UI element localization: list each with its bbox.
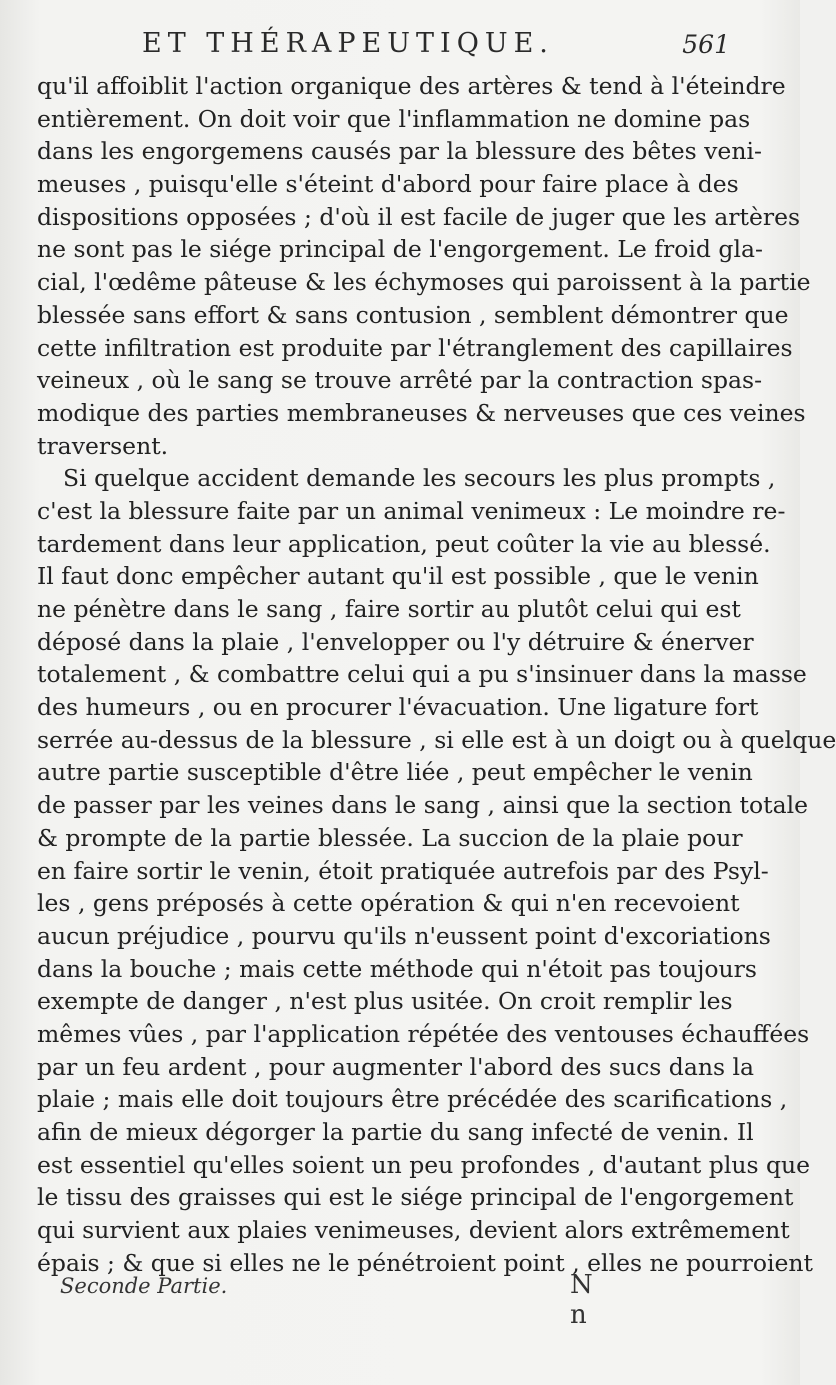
- paragraph-1: [37, 70, 811, 462]
- running-title: ET THÉRAPEUTIQUE.: [142, 28, 554, 59]
- text-line: est essentiel qu'elles soient un peu profondes , d'autant plus que: [37, 1150, 811, 1179]
- text-line: traversent.: [37, 431, 169, 460]
- text-line: par un feu ardent , pour augmenter l'abord des sucs dans la: [37, 1052, 755, 1081]
- body-text: [37, 70, 836, 1279]
- text-line: aucun préjudice , pourvu qu'ils n'eussent point d'excoriations: [37, 921, 771, 950]
- text-line: déposé dans la plaie , l'envelopper ou l'y détruire & énerver: [37, 627, 754, 656]
- text-line: veineux , où le sang se trouve arrêté par la contraction spas-: [37, 366, 763, 395]
- text-line: Il faut donc empêcher autant qu'il est possible , que le venin: [37, 562, 759, 591]
- text-line: totalement , & combattre celui qui a pu s'insinuer dans la masse: [37, 660, 807, 689]
- text-line: c'est la blessure faite par un animal venimeux : Le moindre re-: [37, 496, 786, 525]
- text-line: dispositions opposées ; d'où il est facile de juger que les artères: [37, 202, 801, 231]
- text-line: des humeurs , ou en procurer l'évacuation. Une ligature fort: [37, 693, 759, 722]
- text-line: blessée sans effort & sans contusion , semblent démontrer que: [37, 300, 789, 329]
- text-line: ne sont pas le siége principal de l'engorgement. Le froid gla-: [37, 235, 763, 264]
- page-footer: [60, 1270, 620, 1330]
- text-line: en faire sortir le venin, étoit pratiquée autrefois par des Psyl-: [37, 856, 769, 885]
- text-line: épais ; & que si elles ne le pénétroient point , elles ne pourroient: [37, 1248, 813, 1277]
- text-line: le tissu des graisses qui est le siége principal de l'engorgement: [37, 1183, 794, 1212]
- text-line: de passer par les veines dans le sang , ainsi que la section totale: [37, 791, 809, 820]
- text-line: qu'il affoiblit l'action organique des artères & tend à l'éteindre: [37, 72, 786, 100]
- text-line: entièrement. On doit voir que l'inflammation ne domine pas: [37, 104, 751, 133]
- paragraph-2: [37, 462, 836, 1279]
- text-line: afin de mieux dégorger la partie du sang infecté de venin. Il: [37, 1118, 754, 1146]
- text-line: ne pénètre dans le sang , faire sortir au plutôt celui qui est: [37, 595, 741, 623]
- text-line: cial, l'œdême pâteuse & les échymoses qui paroissent à la partie: [37, 268, 811, 297]
- text-line: meuses , puisqu'elle s'éteint d'abord pour faire place à des: [37, 170, 739, 199]
- text-line: & prompte de la partie blessée. La succion de la plaie pour: [37, 823, 743, 852]
- text-line: exempte de danger , n'est plus usitée. On croit remplir les: [37, 987, 733, 1016]
- page-number: 561: [682, 30, 730, 59]
- text-line: qui survient aux plaies venimeuses, devient alors extrêmement: [37, 1216, 790, 1245]
- text-line: autre partie susceptible d'être liée , peut empêcher le venin: [37, 758, 753, 787]
- text-line: plaie ; mais elle doit toujours être précédée des scarifications ,: [37, 1085, 788, 1114]
- text-line: dans la bouche ; mais cette méthode qui n'étoit pas toujours: [37, 954, 757, 983]
- text-line: cette infiltration est produite par l'étranglement des capillaires: [37, 333, 793, 362]
- text-line: modique des parties membraneuses & nerveuses que ces veines: [37, 398, 806, 427]
- text-line: les , gens préposés à cette opération & qui n'en recevoient: [37, 889, 740, 918]
- text-line: dans les engorgemens causés par la blessure des bêtes veni-: [37, 137, 762, 166]
- signature-mark: N n: [570, 1270, 595, 1330]
- text-line: Si quelque accident demande les secours les plus prompts ,: [63, 464, 776, 493]
- text-line: mêmes vûes , par l'application répétée des ventouses échauffées: [37, 1019, 810, 1048]
- signature-part-label: Seconde Partie.: [60, 1274, 228, 1298]
- page-header: [120, 28, 730, 64]
- text-line: tardement dans leur application, peut coûter la vie au blessé.: [37, 529, 771, 558]
- text-line: serrée au-dessus de la blessure , si elle est à un doigt ou à quelque: [37, 725, 836, 754]
